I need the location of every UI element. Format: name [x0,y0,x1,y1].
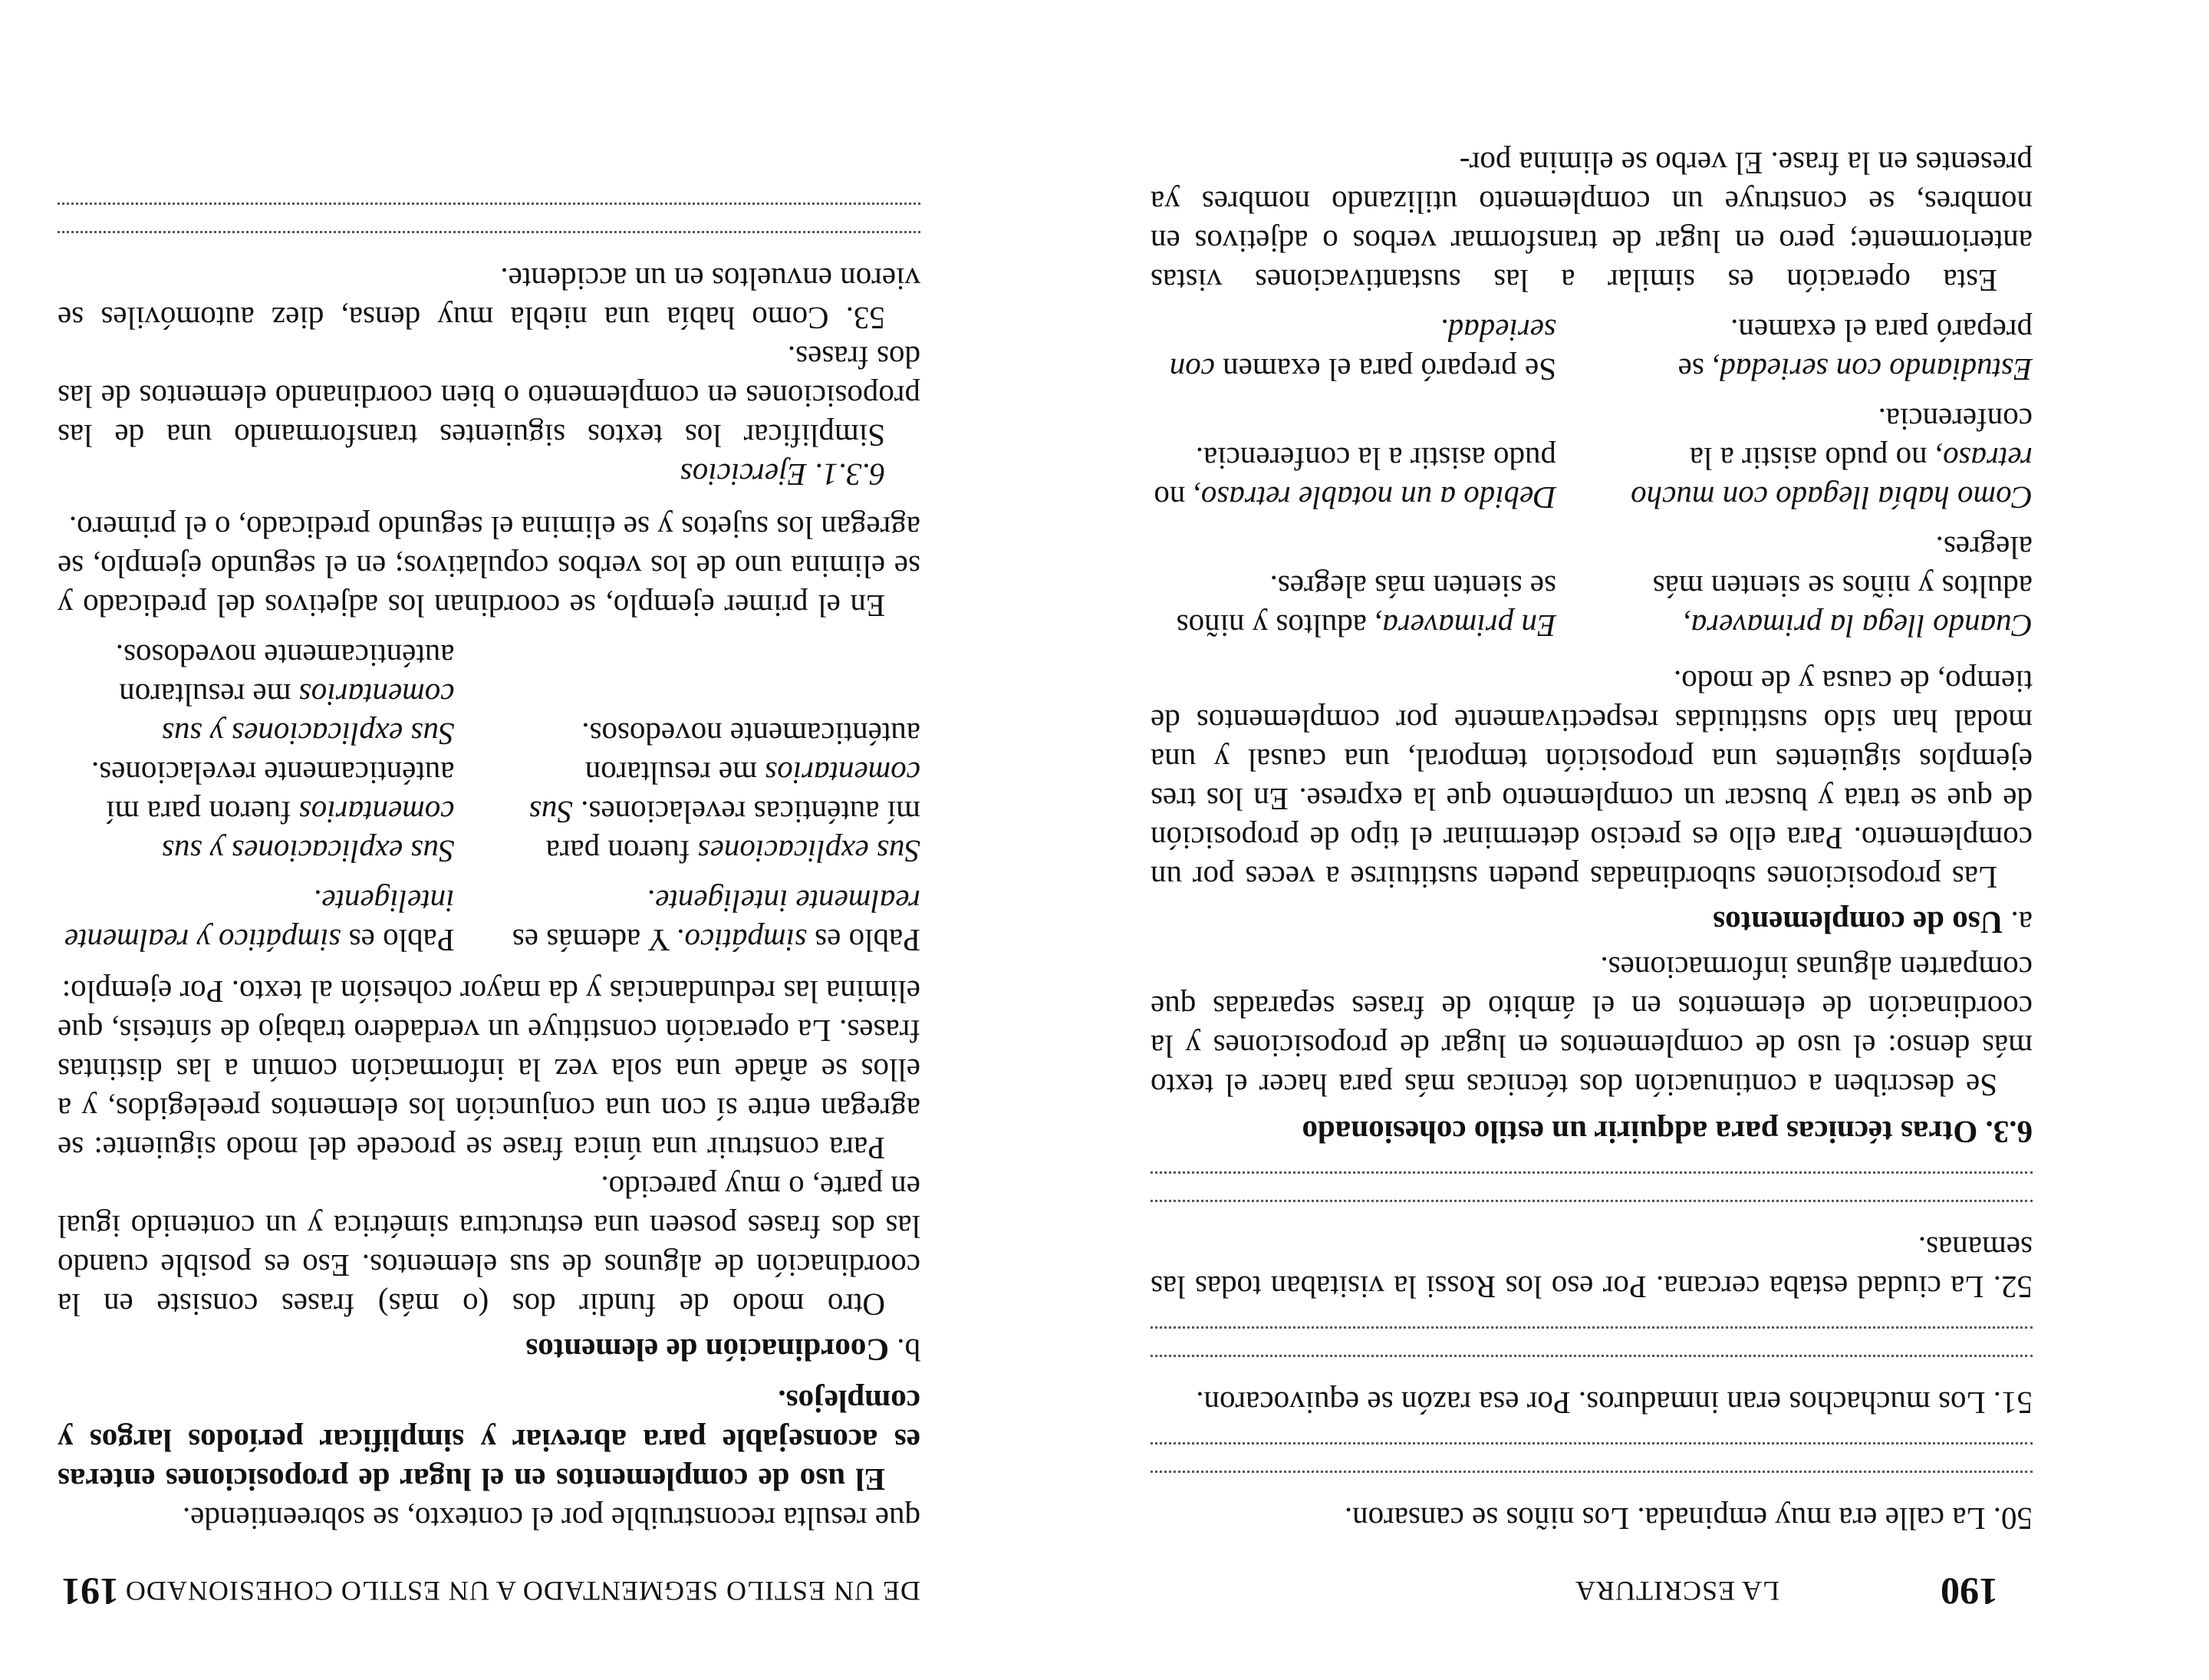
example-original: Cuando llega la primavera, adultos y niños se sienten más alegres. [1652,530,2033,644]
paragraph: Simplificar los textos siguientes transformando una de las proposiciones en complemento o bien coordinando elementos de las dos frases. [58,340,920,453]
answer-line[interactable] [58,231,920,233]
paragraph: Se describen a continuación dos técnicas más para hacer el texto más denso: el uso de complementos en lugar de proposiciones y la coordinación de elementos en el ámbito de frases separadas que comparten algunas informaciones. [1151,950,2033,1103]
example-original: Pablo es simpático. Y además es realmente inteligente. [512,884,920,958]
subsection-title: Coordinación de elementos [525,1332,889,1368]
left-text-block [1151,143,2033,1538]
example-rewrite: Debido a un notable retraso, no pudo asistir a la conferencia. [1154,441,1556,516]
example-pair [1151,400,2033,517]
subsection-label: b. [897,1332,920,1368]
example-rewrite: Se preparó para el examen con seriedad. [1169,313,1556,387]
example-rewrite: En primavera, adultos y niños se sienten más alegres. [1176,569,1556,644]
exercises-heading: 6.3.1. Ejercicios [680,457,885,492]
answer-line[interactable] [1151,1471,2033,1473]
answer-line[interactable] [1151,1200,2033,1202]
exercise-item: 52. La ciudad estaba cercana. Por eso los Rossi la visitaban todas las semanas. [1151,1230,2033,1305]
right-text-block [58,183,920,1538]
exercise-item: 51. Los muchachos eran inmaduros. Por esa razón se equivocaron. [1196,1385,2033,1421]
bold-paragraph: El uso de complementos en el lugar de proposiciones enteras es aconsejable para abreviar y simplificar períodos largos y complejos. [58,1384,920,1497]
paragraph: En el primer ejemplo, se coordinan los adjetivos del predicado y se elimina uno de los verbos copulativos; en el segundo ejemplo, se agregan los sujetos y se elimina el segundo predicado, o el primero. [58,510,920,624]
subsection-label: a. [2010,905,2033,940]
answer-line[interactable] [1151,1171,2033,1174]
answer-line[interactable] [1151,1442,2033,1444]
example-rewrite: Sus explicaciones y sus comentarios fueron para mí auténticamente revelaciones. Sus explicaciones y sus comentarios me resultaron auténticamente novedosos. [91,638,455,869]
example-pair [1151,528,2033,645]
example-original: Estudiando con seriedad, se preparó para el examen. [1677,313,2033,387]
example-rewrite: Pablo es simpático y realmente inteligente. [64,884,455,958]
section-heading: 6.3. Otras técnicas para adquirir un estilo cohesionado [1302,1115,2033,1150]
running-head: DE UN ESTILO SEGMENTADO A UN ESTILO COHESIONADO [124,1576,920,1606]
subsection-heading [1151,903,2033,942]
exercise-item: 50. La calle era muy empinada. Los niños se cansaron. [1344,1501,2033,1537]
example-original: Como había llegado con mucho retraso, no pudo asistir a la conferencia. [1631,402,2033,516]
paragraph: Esta operación es similar a las sustantivaciones vistas anteriormente; pero en lugar de transformar verbos o adjetivos en nombres, se construye un complemento utilizando nombres ya presentes en la frase. El verbo se elimina por- [1151,146,2033,298]
subsection-heading [58,1330,920,1369]
left-page [1104,0,2209,1680]
paragraph: Para construir una única frase se procede del modo siguiente: se agregan entre sí con una conjunción los elementos preelegidos, y a ellos se añade una sola vez la información común a las distintas frases. La operación constituye un verdadero trabajo de síntesis, que elimina las redundancias y da mayor cohesión al texto. Por ejemplo: [58,974,920,1166]
example-pair [1151,311,2033,389]
answer-lines [1151,1442,2033,1473]
page-number: 190 [1941,1570,1998,1613]
exercise-item: 53. Como había una niebla muy densa, diez automóviles se vieron envueltos en un accidente. [58,262,920,336]
answer-line[interactable] [1151,1355,2033,1357]
paragraph: Las proposiciones subordinadas pueden sustituirse a veces por un complemento. Para ello es preciso determinar el tipo de proposición de que se trata y buscar un complemento que la exprese. En los tres ejemplos siguientes una proposición temporal, una causal y una modal han sido sustituidas respectivamente por complementos de tiempo, de causa y de modo. [1151,664,2033,895]
example-original: Sus explicaciones fueron para mí auténticas revelaciones. Sus comentarios me resultaron auténticamente novedosos. [528,716,920,869]
paragraph: que resulta reconstruible por el contexto, se sobreentiende. [182,1501,920,1537]
answer-line[interactable] [58,203,920,205]
running-head: LA ESCRITURA [1574,1576,1779,1606]
right-page [0,0,1104,1680]
answer-lines [1151,1171,2033,1202]
answer-lines [58,203,920,233]
page-number: 191 [61,1570,119,1613]
example-pair [58,881,920,960]
example-pair [58,636,920,871]
answer-lines [1151,1326,2033,1357]
answer-line[interactable] [1151,1326,2033,1329]
subsection-title: Uso de complementos [1713,905,2003,940]
paragraph: Otro modo de fundir dos (o más) frases consiste en la coordinación de algunos de sus elementos. Eso es posible cuando las dos frases poseen una estructura simétrica y un contenido igual en parte, o muy parecido. [58,1170,920,1323]
